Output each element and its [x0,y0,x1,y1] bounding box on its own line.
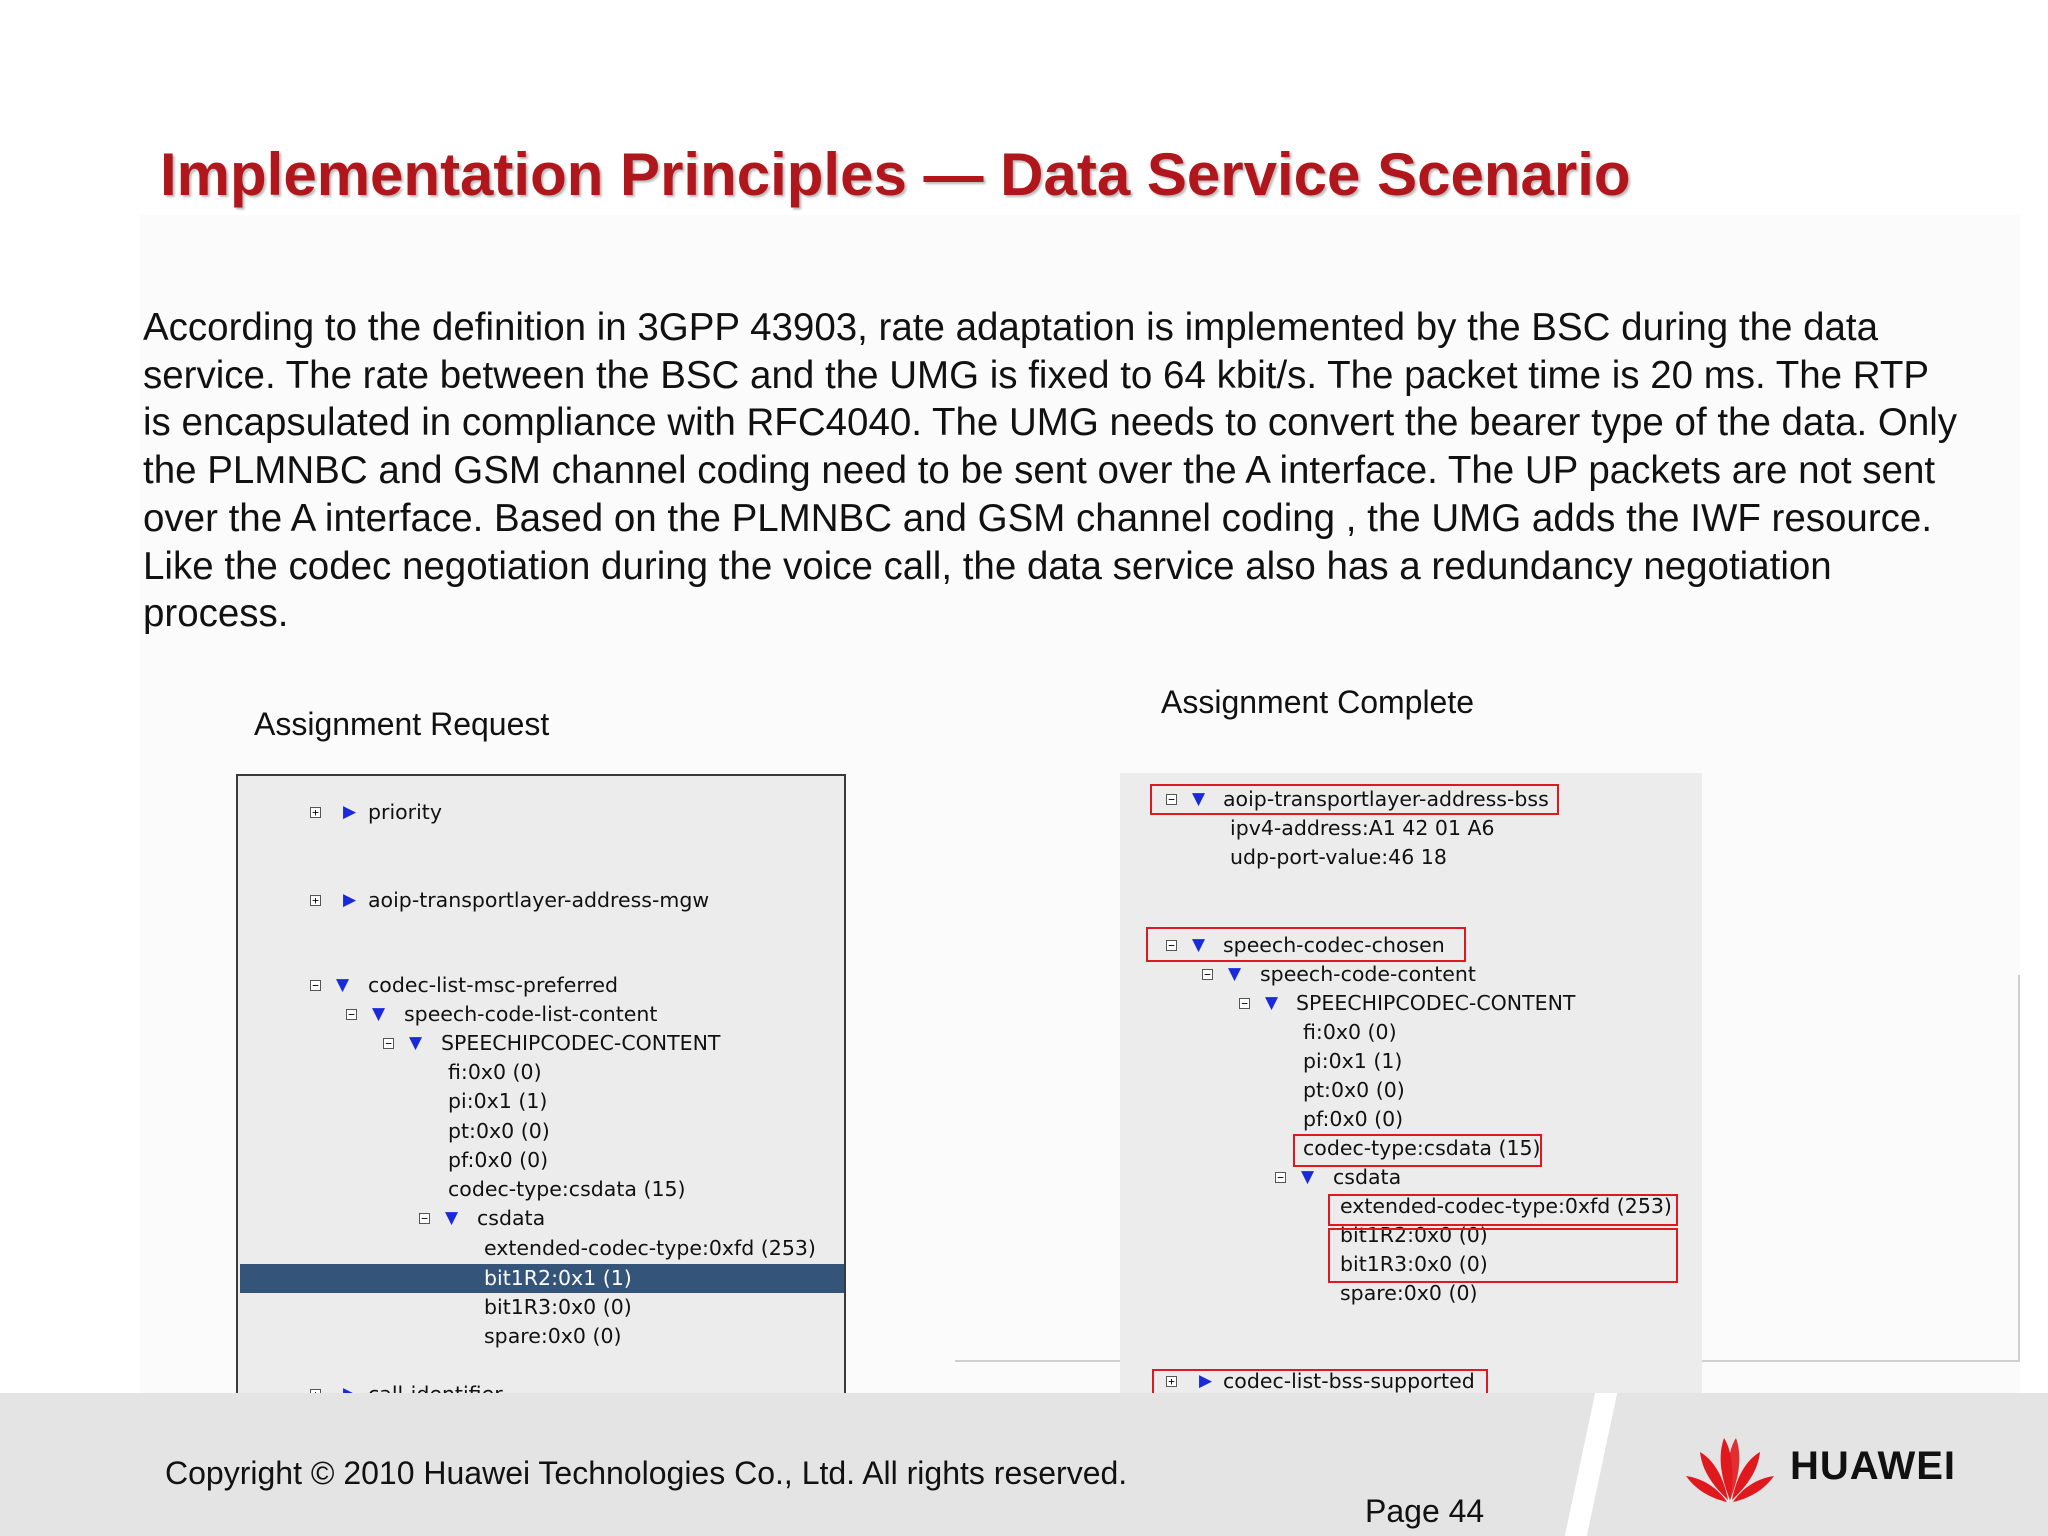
tree-leaf-fi[interactable]: fi:0x0 (0) [448,1060,542,1084]
tree-leaf-pi[interactable]: pi:0x1 (1) [1303,1049,1403,1073]
caret-down-icon: ▼ [409,1033,423,1053]
caret-down-icon: ▼ [372,1004,386,1024]
caret-right-icon: ▶ [343,890,357,910]
expand-icon[interactable]: + [1166,1376,1177,1387]
huawei-logo [1680,1430,1980,1510]
page-number: Page 44 [1365,1493,1485,1529]
tree-node-speechipcodec-content[interactable]: − ▼ SPEECHIPCODEC-CONTENT [1120,989,1700,1018]
caret-down-icon: ▼ [1265,993,1279,1013]
caret-down-icon: ▼ [1228,964,1242,984]
tree-leaf-extended-codec-type[interactable]: extended-codec-type:0xfd (253) [484,1236,816,1260]
caret-down-icon: ▼ [445,1208,459,1228]
tree-node-csdata[interactable]: − ▼ csdata [1120,1163,1700,1192]
tree-leaf-bit1r2[interactable]: bit1R2:0x0 (0) [1340,1223,1488,1247]
tree-node-speech-code-list-content[interactable]: − ▼ speech-code-list-content [238,1000,838,1029]
assignment-request-tree [236,774,846,1415]
tree-leaf-pf[interactable]: pf:0x0 (0) [448,1148,549,1172]
paragraph-1: According to the definition in 3GPP 43903, rate adaptation is implemented by the BSC during the data service. The rate between the BSC and the UMG is fixed to 64 kbit/s. The packet time is 20 ms. The RTP is encapsulated in compliance with RFC4040. The UMG needs to convert the bearer type of the data. Only the PLMNBC and GSM channel coding need to be sent over the A interface. The UP packets are not sent over the A interface. Based on the PLMNBC and GSM channel coding , the UMG adds the IWF resource. [143,306,1958,540]
annotation-box-redundancy-bits [1328,1228,1678,1283]
tree-leaf-spare[interactable]: spare:0x0 (0) [1340,1281,1478,1305]
collapse-icon[interactable]: − [383,1038,394,1049]
collapse-icon[interactable]: − [310,980,321,991]
tree-leaf-extended-codec-type[interactable]: extended-codec-type:0xfd (253) [1340,1194,1672,1218]
annotation-box-aoip-bss [1150,784,1559,815]
huawei-petal-icon [1680,1430,1780,1510]
tree-node-csdata[interactable]: − ▼ csdata [238,1204,838,1233]
annotation-box-codec-type [1293,1134,1542,1167]
caret-down-icon: ▼ [336,975,350,995]
tree-node-speechipcodec-content[interactable]: − ▼ SPEECHIPCODEC-CONTENT [238,1029,838,1058]
caret-down-icon: ▼ [1192,935,1206,955]
assignment-complete-tree [1120,773,1702,1405]
collapse-icon[interactable]: − [346,1009,357,1020]
tree-leaf-bit1r3[interactable]: bit1R3:0x0 (0) [484,1295,632,1319]
caret-right-icon: ▶ [343,802,357,822]
caret-down-icon: ▼ [1192,789,1206,809]
expand-icon[interactable]: + [310,807,321,818]
expand-icon[interactable]: + [310,895,321,906]
annotation-box-extended-codec-type [1328,1194,1678,1226]
paragraph-2: Like the codec negotiation during the voice call, the data service also has a redundancy negotiation process. [143,544,1832,636]
collapse-icon[interactable]: − [1166,794,1177,805]
caption-assignment-request: Assignment Request [254,706,550,742]
tree-leaf-spare[interactable]: spare:0x0 (0) [484,1324,622,1348]
tree-node-aoip-bss[interactable]: − ▼ aoip-transportlayer-address-bss [1120,785,1700,814]
frame-line-right [2018,975,2020,1361]
tree-leaf-fi[interactable]: fi:0x0 (0) [1303,1020,1397,1044]
tree-leaf-codec-type[interactable]: codec-type:csdata (15) [448,1177,686,1201]
tree-leaf-pt[interactable]: pt:0x0 (0) [448,1119,550,1143]
tree-node-speech-codec-chosen[interactable]: − ▼ speech-codec-chosen [1120,931,1700,960]
caret-down-icon: ▼ [1301,1167,1315,1187]
collapse-icon[interactable]: − [1166,940,1177,951]
annotation-box-speech-codec-chosen [1146,927,1466,962]
collapse-icon[interactable]: − [1202,969,1213,980]
tree-leaf-bit1r2-selected[interactable]: bit1R2:0x1 (1) [240,1264,844,1293]
tree-leaf-pf[interactable]: pf:0x0 (0) [1303,1107,1404,1131]
tree-leaf-udp-port[interactable]: udp-port-value:46 18 [1230,845,1447,869]
caret-right-icon: ▶ [1199,1371,1213,1391]
collapse-icon[interactable]: − [419,1213,430,1224]
tree-node-codec-list-bss-supported[interactable]: + ▶ codec-list-bss-supported [1120,1367,1700,1396]
collapse-icon[interactable]: − [1239,998,1250,1009]
huawei-wordmark: HUAWEI [1790,1444,1956,1488]
tree-node-priority[interactable]: + ▶ priority [238,798,838,827]
tree-leaf-codec-type[interactable]: codec-type:csdata (15) [1303,1136,1541,1160]
caption-assignment-complete: Assignment Complete [1161,684,1475,720]
tree-leaf-ipv4-address[interactable]: ipv4-address:A1 42 01 A6 [1230,816,1495,840]
slide-title: Implementation Principles — Data Service Scenario [160,141,1631,208]
tree-leaf-bit1r3[interactable]: bit1R3:0x0 (0) [1340,1252,1488,1276]
tree-leaf-pt[interactable]: pt:0x0 (0) [1303,1078,1405,1102]
tree-node-aoip-mgw[interactable]: + ▶ aoip-transportlayer-address-mgw [238,886,838,915]
collapse-icon[interactable]: − [1275,1172,1286,1183]
tree-node-speech-code-content[interactable]: − ▼ speech-code-content [1120,960,1700,989]
body-text [143,304,1963,638]
tree-leaf-pi[interactable]: pi:0x1 (1) [448,1089,548,1113]
copyright-text: Copyright © 2010 Huawei Technologies Co., Ltd. All rights reserved. [165,1455,1128,1491]
tree-node-codec-list-msc-preferred[interactable]: − ▼ codec-list-msc-preferred [238,971,838,1000]
